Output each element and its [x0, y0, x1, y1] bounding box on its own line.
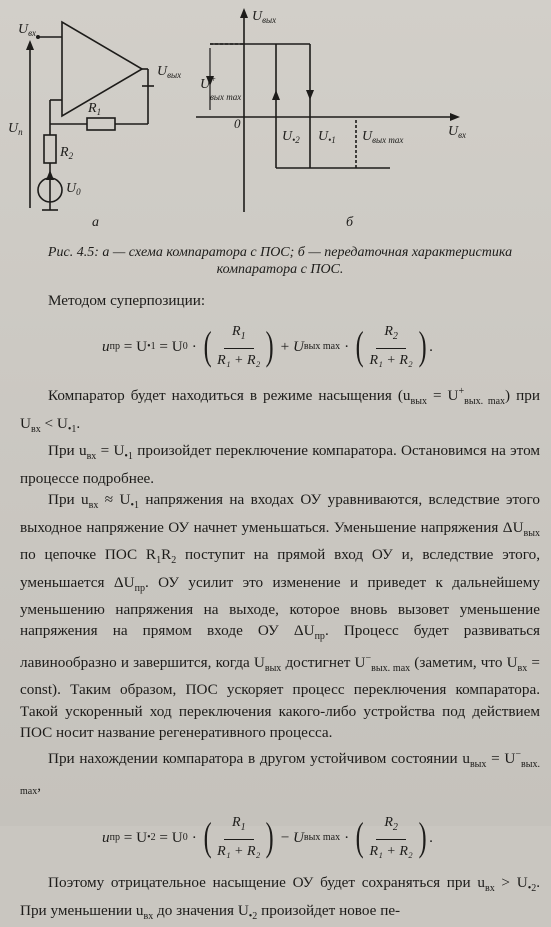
r2-resistor	[44, 135, 56, 163]
svg-text:б: б	[346, 215, 354, 230]
comparator-circuit	[30, 22, 154, 210]
figure-caption: Рис. 4.5: а — схема компаратора с ПОС; б — передаточная характеристика компаратора с ПОС.	[47, 245, 513, 277]
transfer-characteristic	[196, 12, 456, 212]
paragraph: При $u_{вх} = U_{•1}$ произойдет переключение компаратора. Остановимся на этом процессе подробнее.	[20, 442, 540, 487]
svg-text:Uвх: $U_{вх}$	[18, 22, 37, 38]
paragraph: Поэтому отрицательное насыщение ОУ будет сохраняться при $u_{вх} > U_{•2}$. При уменьшении $u_{вх}$ до значения $U_{•2}$ произойдет новое пе-	[20, 874, 540, 922]
svg-text:Uвых: $U_{вых}$	[252, 9, 277, 25]
svg-text:R1: $R_1$	[88, 101, 102, 117]
op-amp-triangle	[62, 22, 142, 116]
svg-text:0: 0	[234, 116, 241, 131]
svg-text:Uп: $U_п$	[8, 121, 23, 137]
svg-text:R2: $R_2$	[60, 145, 74, 161]
svg-text:U•1: $U_{•1}$	[318, 129, 336, 145]
paragraph: При $u_{вх} \approx U_{•1}$ напряжения на входах ОУ уравниваются, вследствие этого выходное напряжение ОУ начнет уменьшаться. Уменьшение напряжения $\Delta U_{вых}$ по цепочке ПОС $R_1R_2$ поступит на прямой вход ОУ и, вследствие этого, уменьшается $\Delta U_{пр}$. ОУ усилит это изменение и приведет к дальнейшему уменьшению напряжения на выходе, которое вновь вызовет уменьшение напряжения на прямом входе ОУ $\Delta U_{пр}$. Процесс будет развиваться лавинообразно и завершится, когда $U_{вых}$ достигнет $U^-_{вых. max}$ (заметим, что $U_{вх}$ = const). Таким образом, ПОС ускоряет процесс переключения компаратора. Такой ускоренный ход переключения какого-либо устройства под действием ПОС носит название регенеративного процесса.	[20, 491, 540, 742]
right-figure-labels	[200, 9, 466, 230]
svg-text:вых max: вых max	[210, 92, 242, 102]
svg-text:Uвых max: $U_{вых max}$	[362, 129, 404, 145]
svg-text:U+: U+	[200, 74, 217, 92]
formula-u-pr-2: u пр = U •2 = U 0 · ( $\frac{R_1}{\text{R₁ + R₂}}$ ) − U вых max · ( $\frac{R_2}{\text{R₁ + R₂}}$ ) .	[20, 802, 540, 872]
svg-text:Uвх: $U_{вх}$	[448, 124, 467, 140]
left-figure-labels	[8, 22, 181, 230]
svg-text:U•2: $U_{•2}$	[282, 129, 300, 145]
body-text	[20, 290, 540, 927]
r1-resistor	[87, 118, 115, 130]
paragraph: Компаратор будет находиться в режиме насыщения $(u_{вых} = U^+_{вых. max})$ при $U_{вх} < U_{•1}$.	[20, 386, 540, 435]
paragraph: При нахождении компаратора в другом устойчивом состоянии $u_{вых} = U^-_{вых. max}$,	[20, 748, 540, 798]
svg-text:а: а	[92, 215, 99, 230]
svg-text:U0: $U_0$	[66, 181, 81, 197]
svg-text:Uвых: $U_{вых}$	[157, 64, 182, 80]
formula-u-pr-1: u пр = U •1 = U 0 · ( $\frac{R_1}{\text{R₁ + R₂}}$ ) + U вых max · ( $\frac{R_2}{\text{R₁ + R₂}}$ ) .	[20, 311, 540, 381]
figure-4-5	[0, 0, 551, 240]
paragraph: Методом суперпозиции:	[48, 292, 206, 309]
